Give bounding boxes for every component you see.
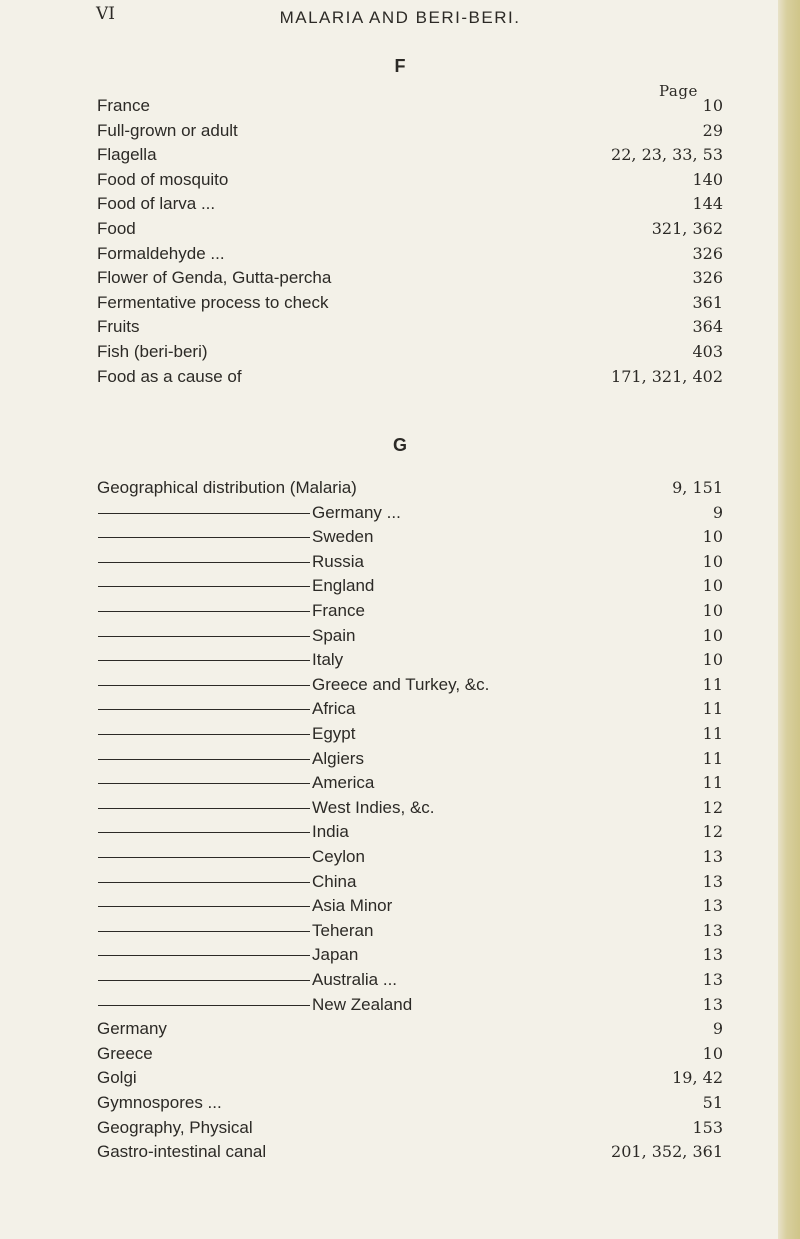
entry-pages: 11 — [702, 773, 723, 793]
entry-pages: 13 — [702, 970, 723, 989]
index-entry — [0, 576, 800, 598]
index-entry — [0, 921, 800, 943]
entry-label — [98, 675, 489, 695]
entry-pages: 10 — [702, 576, 723, 596]
entry-label — [98, 847, 365, 867]
entry-label — [97, 244, 225, 264]
entry-label — [98, 896, 392, 916]
entry-label-text: China — [312, 871, 357, 891]
index-entry — [0, 219, 800, 241]
entry-label — [97, 293, 328, 313]
entry-pages: 13 — [702, 847, 723, 866]
ditto-rule — [98, 660, 310, 661]
entry-label-text: Greece and Turkey, &c. — [312, 674, 490, 694]
entry-label — [97, 478, 357, 498]
section-letter-g: G — [392, 435, 407, 455]
entry-label — [97, 367, 242, 387]
entry-label — [98, 699, 355, 719]
index-entry — [0, 552, 800, 574]
entry-label — [98, 576, 374, 596]
ditto-rule — [98, 734, 310, 735]
index-entry — [0, 121, 800, 143]
ditto-rule — [98, 808, 310, 809]
ditto-rule — [98, 1005, 310, 1006]
index-entry — [0, 1142, 800, 1164]
entry-label — [98, 872, 356, 892]
entry-label — [98, 749, 364, 769]
index-entry — [0, 268, 800, 290]
entry-pages: 153 — [692, 1117, 723, 1137]
entry-pages: 361 — [692, 292, 723, 312]
entry-label-text: Russia — [312, 551, 364, 571]
ditto-rule — [98, 513, 310, 514]
entry-label-text: India — [312, 822, 349, 842]
entry-label-text: Greece — [97, 1043, 153, 1063]
index-entry — [0, 170, 800, 192]
entry-label-text: Food — [97, 219, 136, 238]
entry-label — [97, 96, 150, 116]
ditto-rule — [98, 759, 310, 760]
entry-label — [98, 921, 373, 941]
entry-pages: 13 — [702, 920, 723, 940]
entry-label-text: Geography, Physical — [97, 1117, 253, 1137]
index-entry — [0, 293, 800, 315]
entry-label-text: Germany — [97, 1019, 167, 1039]
index-entry — [0, 970, 800, 992]
entry-pages: 201, 352, 361 — [611, 1142, 723, 1162]
entry-label — [97, 1019, 167, 1039]
entry-pages: 10 — [702, 527, 723, 547]
entry-pages: 10 — [702, 601, 723, 620]
entry-label-text: Italy — [312, 650, 344, 670]
entry-label — [98, 503, 401, 523]
entry-pages: 10 — [702, 1043, 723, 1063]
index-entry — [0, 1068, 800, 1090]
entry-pages: 10 — [702, 625, 723, 645]
entry-label-text: West Indies, &c. — [312, 797, 435, 817]
entry-label-text: Fish (beri-beri) — [97, 342, 208, 361]
index-entry — [0, 367, 800, 389]
entry-label-text: Ceylon — [312, 847, 365, 866]
index-entry — [0, 872, 800, 894]
entry-label-text: Fruits — [97, 317, 140, 337]
entry-pages: 29 — [702, 120, 723, 140]
entry-label — [97, 145, 157, 165]
index-entry — [0, 601, 800, 623]
entry-label — [97, 1118, 253, 1138]
index-entry — [0, 145, 800, 167]
entry-pages: 12 — [702, 797, 723, 817]
entry-pages: 10 — [702, 96, 723, 115]
ditto-rule — [98, 685, 310, 686]
entry-label-text: Egypt — [312, 724, 356, 743]
entry-label-text: New Zealand — [312, 994, 413, 1014]
entry-label-text: Teheran — [312, 920, 374, 940]
entry-label-text: England — [312, 576, 375, 596]
entry-label — [97, 1044, 153, 1064]
entry-pages: 11 — [702, 748, 723, 768]
entry-pages: 364 — [692, 317, 723, 337]
index-entry — [0, 798, 800, 820]
index-entry — [0, 847, 800, 869]
entry-label-text: Gastro-intestinal canal — [97, 1142, 267, 1162]
ditto-rule — [98, 832, 310, 833]
entry-label-text: Fermentative process to check — [97, 292, 329, 312]
index-entry — [0, 1019, 800, 1041]
page-number: VI — [96, 4, 115, 24]
entry-label-text: America — [312, 773, 375, 793]
entry-label-text: Food of mosquito — [97, 169, 229, 189]
entry-label-text: Food as a cause of — [97, 366, 242, 386]
index-entry — [0, 1118, 800, 1140]
index-entry — [0, 650, 800, 672]
index-entry — [0, 1093, 800, 1115]
entry-label — [97, 317, 140, 337]
index-entry — [0, 724, 800, 746]
entry-label — [98, 822, 349, 842]
section-letter-f: F — [394, 56, 406, 76]
entry-label — [98, 601, 365, 621]
entry-pages: 140 — [692, 169, 723, 189]
index-entry — [0, 342, 800, 364]
entry-pages: 13 — [702, 945, 723, 965]
entry-label — [97, 219, 136, 239]
index-entry — [0, 749, 800, 771]
entry-pages: 13 — [702, 896, 723, 916]
entry-label-text: Formaldehyde ... — [97, 243, 225, 263]
entry-pages: 171, 321, 402 — [611, 366, 723, 386]
ditto-rule — [98, 562, 310, 563]
ditto-rule — [98, 537, 310, 538]
entry-label — [97, 1068, 137, 1088]
entry-label — [98, 724, 355, 744]
entry-pages: 13 — [702, 994, 723, 1014]
entry-pages: 11 — [702, 699, 723, 719]
index-entry — [0, 478, 800, 500]
entry-label — [97, 268, 331, 288]
entry-label — [98, 552, 364, 572]
entry-pages: 9, 151 — [672, 478, 723, 497]
entry-label — [98, 773, 374, 793]
entry-label — [97, 121, 238, 141]
ditto-rule — [98, 857, 310, 858]
page-column-label: Page — [659, 82, 698, 100]
entry-pages: 22, 23, 33, 53 — [611, 145, 723, 165]
index-entry — [0, 945, 800, 967]
entry-label — [98, 798, 435, 818]
entry-pages: 11 — [702, 724, 723, 743]
entry-label-text: Algiers — [312, 748, 364, 768]
entry-label-text: Germany ... — [312, 502, 401, 522]
index-entry — [0, 675, 800, 697]
entry-pages: 10 — [702, 650, 723, 670]
ditto-rule — [98, 931, 310, 932]
ditto-rule — [98, 882, 310, 883]
index-entry — [0, 317, 800, 339]
index-entry — [0, 527, 800, 549]
entry-label-text: Geographical distribution (Malaria) — [97, 478, 357, 497]
entry-pages: 326 — [692, 268, 723, 288]
entry-pages: 144 — [692, 194, 723, 214]
entry-label-text: Gymnospores ... — [97, 1093, 222, 1112]
ditto-rule — [98, 783, 310, 784]
entry-label — [97, 1093, 222, 1113]
index-entry — [0, 896, 800, 918]
index-entry — [0, 1044, 800, 1066]
entry-label-text: Full-grown or adult — [97, 120, 238, 140]
ditto-rule — [98, 709, 310, 710]
entry-label-text: Australia ... — [312, 970, 398, 989]
index-entry — [0, 822, 800, 844]
entry-pages: 403 — [692, 342, 723, 361]
entry-label — [97, 170, 228, 190]
ditto-rule — [98, 636, 310, 637]
entry-label — [98, 970, 397, 990]
entry-label — [98, 945, 358, 965]
ditto-rule — [98, 586, 310, 587]
entry-label — [98, 626, 355, 646]
index-entry — [0, 995, 800, 1017]
index-entry — [0, 699, 800, 721]
ditto-rule — [98, 611, 310, 612]
index-entry — [0, 626, 800, 648]
entry-pages: 321, 362 — [651, 219, 723, 238]
entry-label-text: France — [312, 601, 365, 620]
ditto-rule — [98, 980, 310, 981]
entry-label-text: Golgi — [97, 1068, 137, 1088]
entry-label — [98, 650, 343, 670]
entry-label — [98, 995, 412, 1015]
entry-pages: 10 — [702, 551, 723, 571]
entry-pages: 11 — [702, 674, 723, 694]
entry-label-text: Japan — [312, 945, 359, 965]
entry-label-text: Sweden — [312, 527, 374, 547]
index-entry — [0, 194, 800, 216]
entry-label-text: Flagella — [97, 145, 157, 165]
index-entry — [0, 244, 800, 266]
entry-label — [97, 1142, 266, 1162]
entry-pages: 9 — [712, 502, 723, 522]
entry-label-text: France — [97, 96, 150, 115]
entry-pages: 12 — [702, 822, 723, 842]
entry-label — [97, 194, 215, 214]
entry-pages: 19, 42 — [672, 1068, 723, 1088]
entry-label-text: Spain — [312, 625, 356, 645]
index-entry — [0, 503, 800, 525]
index-entry — [0, 96, 800, 118]
entry-pages: 326 — [692, 243, 723, 263]
entry-label — [98, 527, 373, 547]
entry-pages: 9 — [712, 1019, 723, 1039]
ditto-rule — [98, 955, 310, 956]
entry-label-text: Food of larva ... — [97, 194, 216, 214]
index-entry — [0, 773, 800, 795]
entry-pages: 51 — [702, 1093, 723, 1112]
entry-pages: 13 — [702, 871, 723, 891]
entry-label — [97, 342, 208, 362]
entry-label-text: Asia Minor — [312, 896, 393, 916]
ditto-rule — [98, 906, 310, 907]
entry-label-text: Flower of Genda, Gutta-percha — [97, 268, 332, 288]
running-header: MALARIA AND BERI-BERI. — [279, 8, 521, 27]
entry-label-text: Africa — [312, 699, 356, 719]
